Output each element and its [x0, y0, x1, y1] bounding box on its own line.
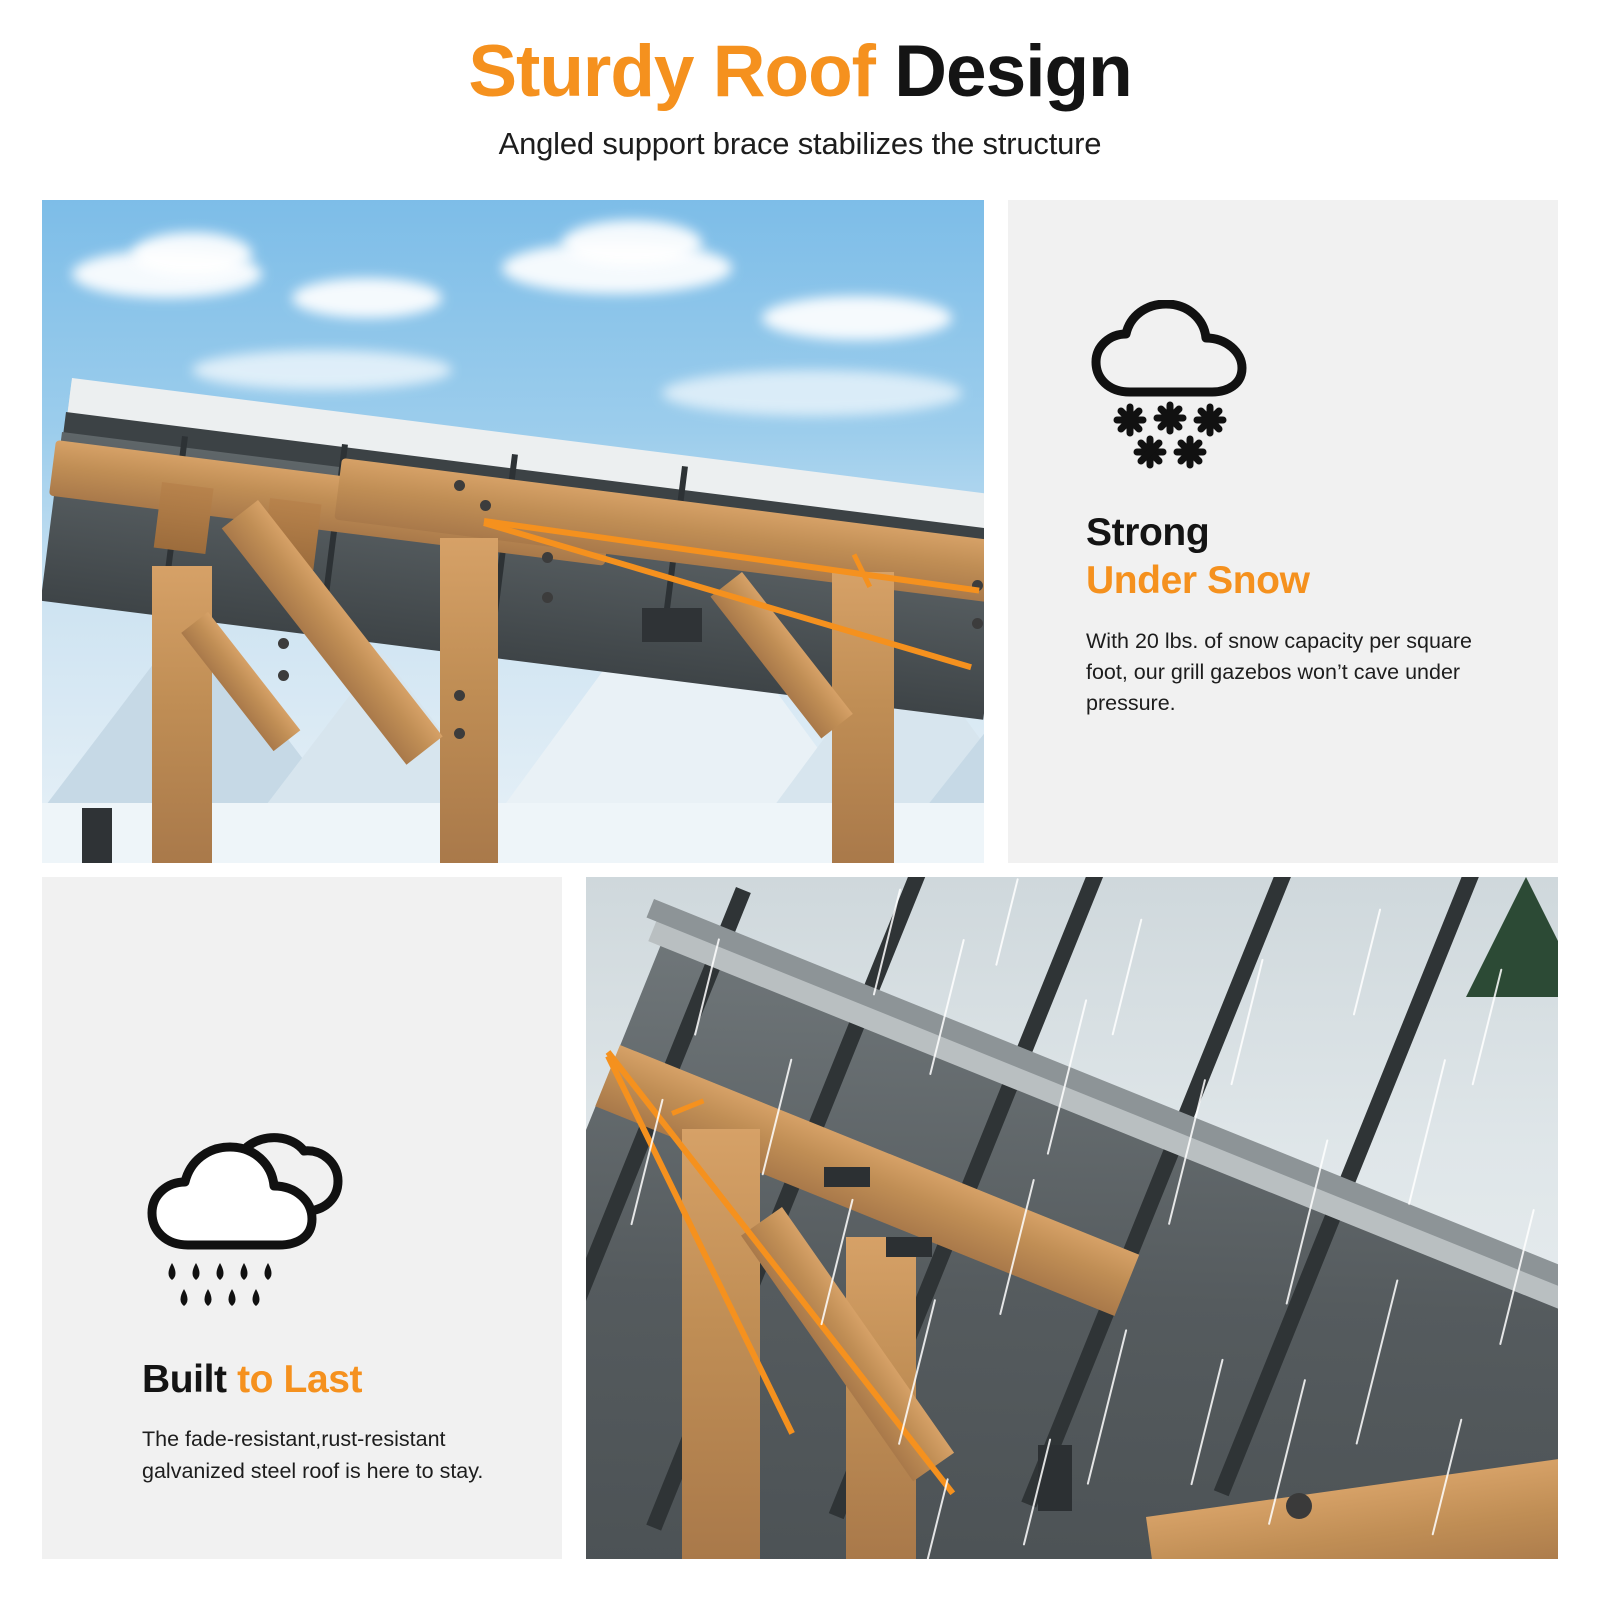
page-title: [0, 31, 1600, 112]
metal-bracket: [1038, 1445, 1072, 1511]
cloud-shape: [562, 220, 702, 266]
gazebo-post: [440, 538, 498, 863]
feature-panel-rain: [42, 877, 562, 1559]
metal-bracket: [824, 1167, 870, 1187]
cloud-shape: [192, 350, 452, 390]
bolt-icon: [542, 552, 553, 563]
pine-tree: [1466, 877, 1558, 997]
metal-bracket: [642, 608, 702, 642]
feature-panel-snow: [1008, 200, 1558, 863]
cloud-shape: [762, 296, 952, 340]
feature-title-snow: [1086, 509, 1516, 606]
top-row: [42, 200, 1558, 863]
rain-roof-photo: [586, 877, 1558, 1559]
snow-gazebo-photo: [42, 200, 984, 863]
snow-cloud-icon: [1086, 300, 1516, 475]
page-title-accent: Sturdy Roof: [468, 31, 875, 112]
rain-cloud-icon: [142, 1127, 502, 1322]
metal-bracket: [886, 1237, 932, 1257]
feature-title-rain: [142, 1356, 502, 1404]
gazebo-post: [152, 566, 212, 863]
cloud-shape: [662, 370, 962, 416]
feature-title-rain-line1: Built: [142, 1358, 238, 1401]
bottom-row: [42, 877, 1558, 1559]
cloud-shape: [132, 232, 252, 276]
metal-bracket: [82, 808, 112, 863]
bolt-icon: [278, 638, 289, 649]
bolt-icon: [454, 728, 465, 739]
rafter-block: [154, 482, 214, 554]
page-subtitle: Angled support brace stabilizes the structure: [498, 125, 1102, 161]
feature-body-rain: The fade-resistant,rust-resistant galvanized steel roof is here to stay.: [142, 1427, 484, 1483]
cloud-shape: [292, 278, 442, 318]
bolt-icon: [454, 690, 465, 701]
bolt-icon: [972, 618, 983, 629]
bolt-icon: [278, 670, 289, 681]
bolt-icon: [1286, 1493, 1312, 1519]
page-title-rest: Design: [875, 31, 1132, 112]
bolt-icon: [542, 592, 553, 603]
bolt-icon: [454, 480, 465, 491]
bolt-icon: [480, 500, 491, 511]
feature-title-snow-line1: Strong: [1086, 511, 1210, 554]
feature-body-snow: With 20 lbs. of snow capacity per square foot, our grill gazebos won’t cave under pressure.: [1086, 628, 1472, 716]
feature-title-snow-line2: Under Snow: [1086, 559, 1310, 603]
header: [0, 0, 1600, 195]
feature-title-rain-line2: to Last: [237, 1358, 363, 1401]
